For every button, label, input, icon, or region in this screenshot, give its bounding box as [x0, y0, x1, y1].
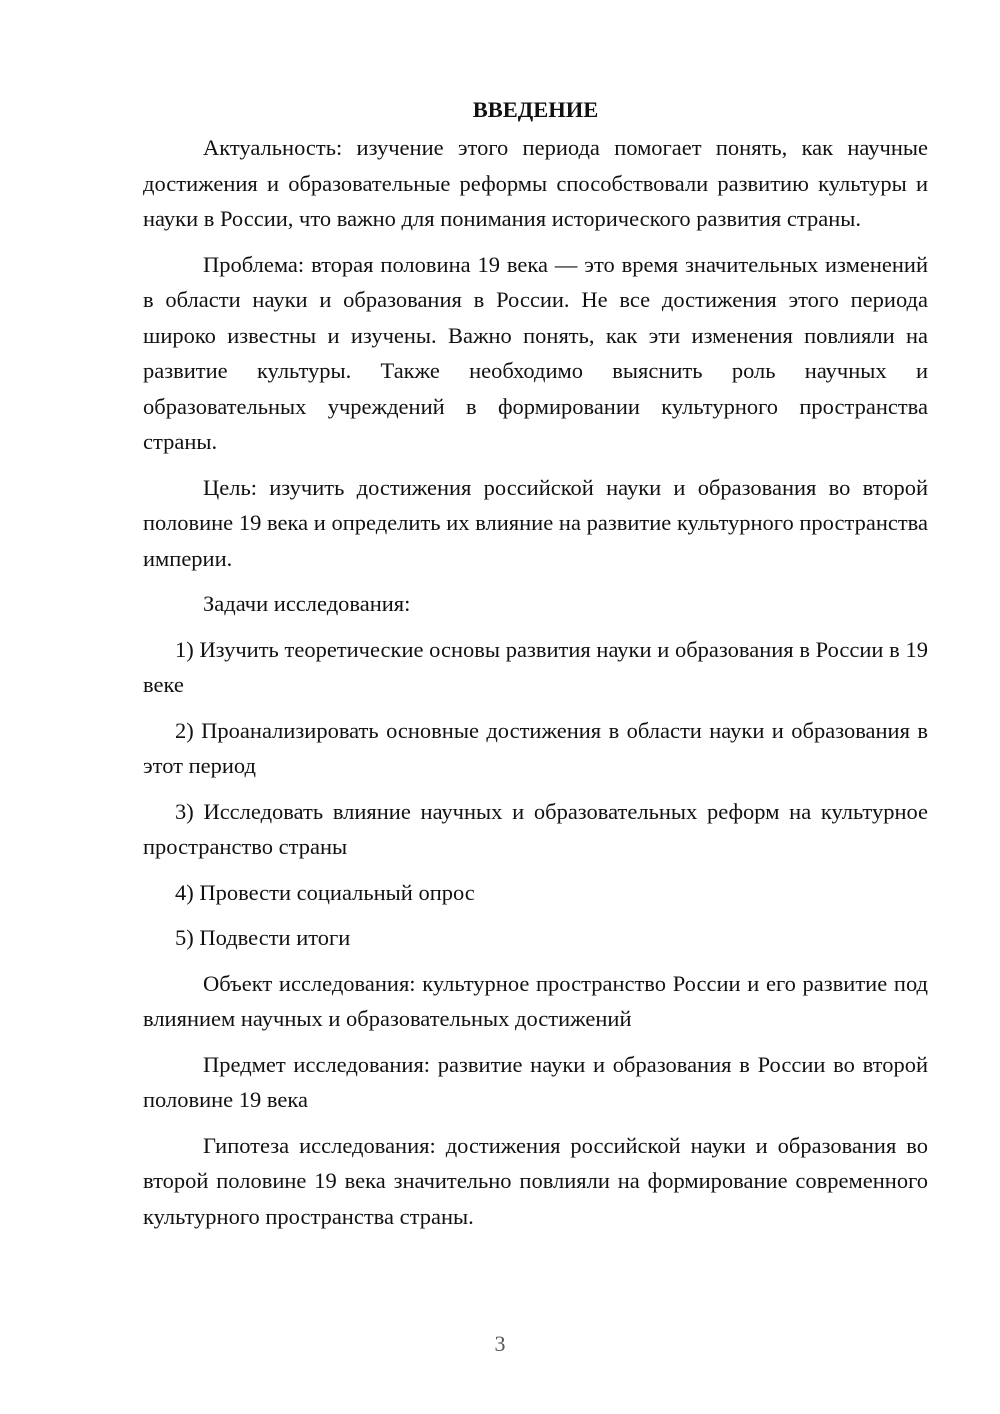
task-item: 5) Подвести итоги: [175, 925, 351, 950]
problem-paragraph: Проблема: вторая половина 19 века — это время значительных изменений в области науки и образования в России. Не все достижения этого периода широко известны и изучены. Важно понять, как эти изменения повлияли на развитие культуры. Также необходимо выяснить роль научных и образовательных учреждений в формировании культурного пространства страны.: [143, 251, 928, 454]
task-item: 1) Изучить теоретические основы развития науки и образования в России в 19 веке: [143, 636, 928, 697]
hypothesis-paragraph: Гипотеза исследования: достижения российской науки и образования во второй половине 19 века значительно повлияли на формирование современного культурного пространства страны.: [143, 1132, 928, 1229]
goal-paragraph: Цель: изучить достижения российской науки и образования во второй половине 19 века и определить их влияние на развитие культурного пространства империи.: [143, 474, 928, 571]
page-number: 3: [494, 1331, 506, 1356]
page-content: [143, 92, 928, 1244]
subject-paragraph: Предмет исследования: развитие науки и образования в России во второй половине 19 века: [143, 1051, 928, 1112]
tasks-list: [143, 632, 928, 956]
task-item: 4) Провести социальный опрос: [175, 879, 475, 905]
task-item: 2) Проанализировать основные достижения в области науки и образования в этот период: [143, 717, 928, 778]
section-title: ВВЕДЕНИЕ: [472, 97, 599, 122]
actuality-paragraph: Актуальность: изучение этого периода помогает понять, как научные достижения и образовательные реформы способствовали развитию культуры и науки в России, что важно для понимания исторического развития страны.: [143, 135, 928, 231]
task-item: 3) Исследовать влияние научных и образовательных реформ на культурное пространство страны: [143, 798, 928, 859]
object-paragraph: Объект исследования: культурное пространство России и его развитие под влиянием научных и образовательных достижений: [143, 970, 928, 1031]
tasks-heading: Задачи исследования:: [203, 591, 411, 616]
